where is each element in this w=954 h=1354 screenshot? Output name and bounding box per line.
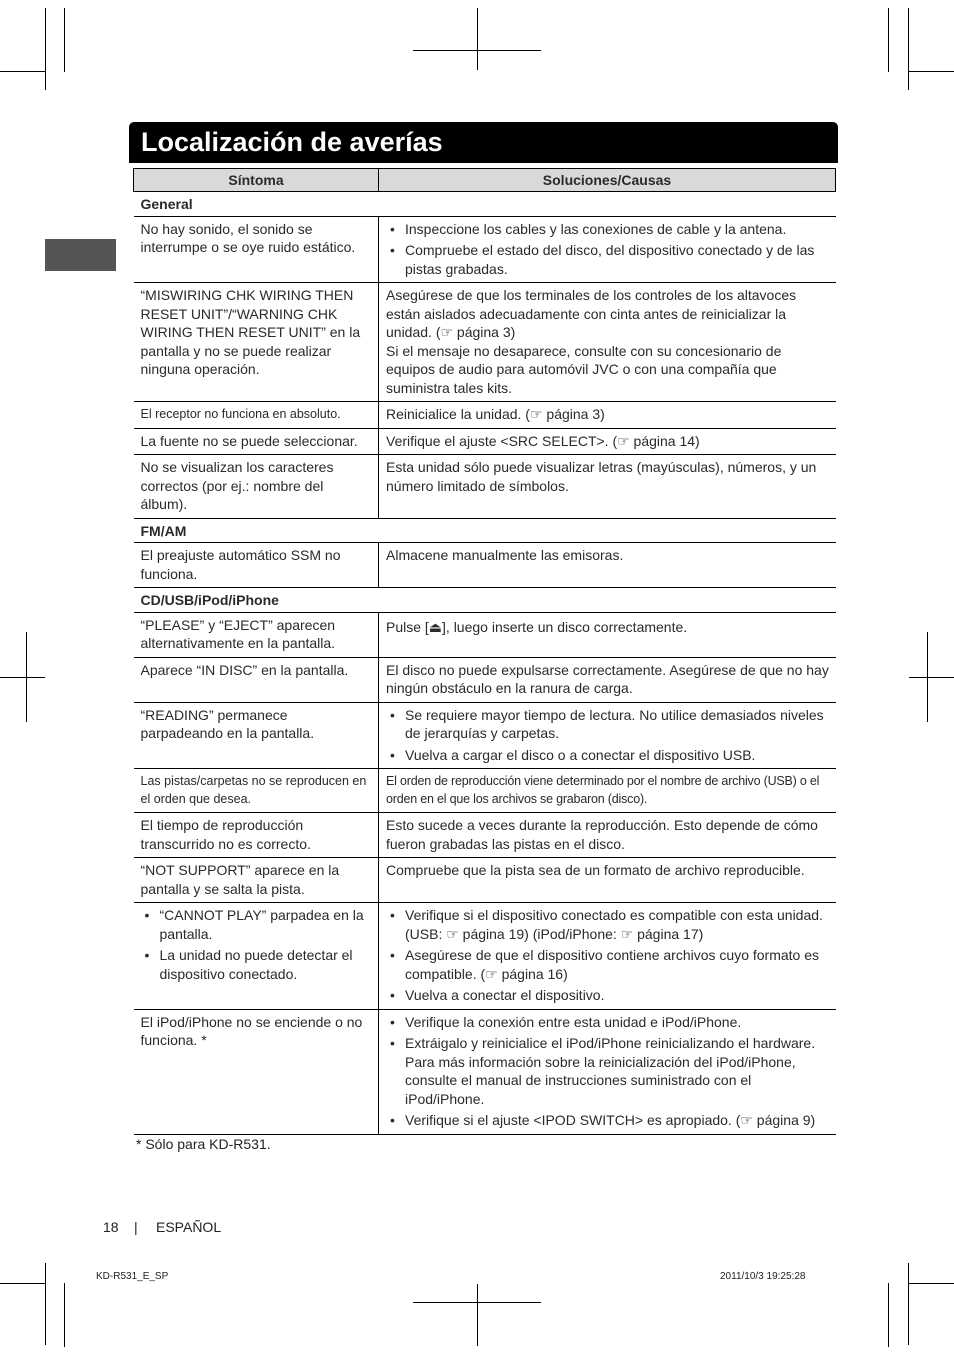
solution-item: • Verifique si el ajuste <IPOD SWITCH> es apropiado. (☞ página 9) [386, 1111, 830, 1130]
symptom-cell: El iPod/iPhone no se enciende o no funciona. * [134, 1009, 379, 1134]
solution-cell: El orden de reproducción viene determinado por el nombre de archivo (USB) o el orden en el que los archivos se grabaron (disco). [379, 769, 836, 813]
solution-cell: Pulse [⏏], luego inserte un disco correctamente. [379, 612, 836, 657]
print-timestamp: 2011/10/3 19:25:28 [720, 1271, 806, 1282]
solution-cell [379, 216, 836, 283]
crop-mark [888, 1283, 889, 1347]
symptom-cell: “NOT SUPPORT” aparece en la pantalla y se salta la pista. [134, 858, 379, 903]
solution-item: • Extráigalo y reinicialice el iPod/iPhone reinicializando el hardware. Para más información sobre la reinicialización del iPod/iPhone, consulte el manual de instrucciones suministrado con el iPod/iPhone. [386, 1034, 830, 1108]
symptom-cell: “PLEASE” y “EJECT” aparecen alternativamente en la pantalla. [134, 612, 379, 657]
symptom-cell [134, 903, 379, 1010]
crop-mark [888, 8, 889, 72]
symptom-cell: La fuente no se puede seleccionar. [134, 428, 379, 455]
table-row [134, 428, 836, 455]
symptom-cell: Aparece “IN DISC” en la pantalla. [134, 657, 379, 702]
solution-item: • Inspeccione los cables y las conexiones de cable y la antena. [386, 220, 830, 239]
symptom-cell: No se visualizan los caracteres correctos (por ej.: nombre del álbum). [134, 455, 379, 519]
section-label: General [134, 192, 836, 217]
solution-cell [379, 1009, 836, 1134]
symptom-item: • “CANNOT PLAY” parpadea en la pantalla. [141, 906, 373, 943]
crop-mark [0, 677, 45, 678]
crop-mark [0, 1283, 46, 1284]
solution-cell: Esto sucede a veces durante la reproducción. Esto depende de cómo fueron grabadas las pistas en el disco. [379, 813, 836, 858]
crop-mark [45, 1263, 46, 1345]
header-symptom: Síntoma [134, 169, 379, 192]
symptom-cell: El preajuste automático SSM no funciona. [134, 543, 379, 588]
crop-mark [908, 8, 909, 90]
symptom-item: • La unidad no puede detectar el dispositivo conectado. [141, 946, 373, 983]
page-title: Localización de averías [141, 127, 443, 157]
table-row [134, 1009, 836, 1134]
section-tab [45, 239, 116, 271]
header-solution: Soluciones/Causas [379, 169, 836, 192]
section-row-fmam [134, 518, 836, 543]
symptom-cell: No hay sonido, el sonido se interrumpe o se oye ruido estático. [134, 216, 379, 283]
symptom-cell: “MISWIRING CHK WIRING THEN RESET UNIT”/“WARNING CHK WIRING THEN RESET UNIT” en la pantalla y no se puede realizar ninguna operación. [134, 283, 379, 402]
crop-mark [413, 50, 541, 51]
file-id: KD-R531_E_SP [96, 1271, 169, 1282]
solution-cell: Esta unidad sólo puede visualizar letras (mayúsculas), números, y un número limitado de símbolos. [379, 455, 836, 519]
solution-cell: El disco no puede expulsarse correctamente. Asegúrese de que no hay ningún obstáculo en la ranura de carga. [379, 657, 836, 702]
crop-mark [0, 71, 46, 72]
symptom-cell: El tiempo de reproducción transcurrido no es correcto. [134, 813, 379, 858]
solution-cell [379, 903, 836, 1010]
crop-mark [908, 1263, 909, 1345]
table-row [134, 543, 836, 588]
table-row [134, 858, 836, 903]
footnote: * Sólo para KD-R531. [136, 1136, 271, 1152]
crop-mark [908, 1283, 954, 1284]
language-label: ESPAÑOL [156, 1219, 222, 1235]
crop-mark [45, 8, 46, 90]
table-row [134, 283, 836, 402]
table-row [134, 455, 836, 519]
page-separator: | [134, 1219, 138, 1235]
section-label: CD/USB/iPod/iPhone [134, 588, 836, 613]
crop-mark [477, 1284, 478, 1346]
solution-cell: Verifique el ajuste <SRC SELECT>. (☞ página 14) [379, 428, 836, 455]
crop-mark [909, 677, 954, 678]
solution-item: • Se requiere mayor tiempo de lectura. No utilice demasiados niveles de jerarquías y carpetas. [386, 706, 830, 743]
title-bar [129, 122, 838, 163]
solution-item: • Vuelva a conectar el dispositivo. [386, 986, 830, 1005]
solution-item: • Verifique la conexión entre esta unidad e iPod/iPhone. [386, 1013, 830, 1032]
crop-mark [413, 1302, 541, 1303]
solution-paragraph: Si el mensaje no desaparece, consulte con su concesionario de equipos de audio para automóvil JVC o con una compañía que suministra tales kits. [386, 342, 782, 396]
section-row-general [134, 192, 836, 217]
table-header-row [134, 169, 836, 192]
solution-item: • Verifique si el dispositivo conectado es compatible con esta unidad. (USB: ☞ página 19) (iPod/iPhone: ☞ página 17) [386, 906, 830, 943]
crop-mark [64, 8, 65, 72]
table-row [134, 657, 836, 702]
solution-paragraph: Asegúrese de que los terminales de los controles de los altavoces están aislados adecuadamente con cinta antes de reinicializar la unidad. (☞ página 3) [386, 287, 797, 340]
crop-mark [908, 71, 954, 72]
troubleshooting-table [133, 168, 836, 1135]
solution-cell: Reinicialice la unidad. (☞ página 3) [379, 402, 836, 429]
page-number: 18 [103, 1219, 119, 1235]
crop-mark [477, 8, 478, 70]
table-row [134, 903, 836, 1010]
symptom-cell: El receptor no funciona en absoluto. [134, 402, 379, 429]
solution-cell [379, 702, 836, 769]
section-row-cdusb [134, 588, 836, 613]
table-row [134, 769, 836, 813]
solution-cell [379, 283, 836, 402]
symptom-cell: Las pistas/carpetas no se reproducen en el orden que desea. [134, 769, 379, 813]
solution-item: • Vuelva a cargar el disco o a conectar el dispositivo USB. [386, 746, 830, 765]
solution-item: • Compruebe el estado del disco, del dispositivo conectado y de las pistas grabadas. [386, 241, 830, 278]
crop-mark [64, 1283, 65, 1347]
solution-cell: Almacene manualmente las emisoras. [379, 543, 836, 588]
solution-cell: Compruebe que la pista sea de un formato de archivo reproducible. [379, 858, 836, 903]
symptom-cell: “READING” permanece parpadeando en la pantalla. [134, 702, 379, 769]
table-row [134, 612, 836, 657]
table-row [134, 402, 836, 429]
solution-item: • Asegúrese de que el dispositivo contiene archivos cuyo formato es compatible. (☞ página 16) [386, 946, 830, 983]
section-label: FM/AM [134, 518, 836, 543]
table-row [134, 702, 836, 769]
table-row [134, 813, 836, 858]
table-row [134, 216, 836, 283]
